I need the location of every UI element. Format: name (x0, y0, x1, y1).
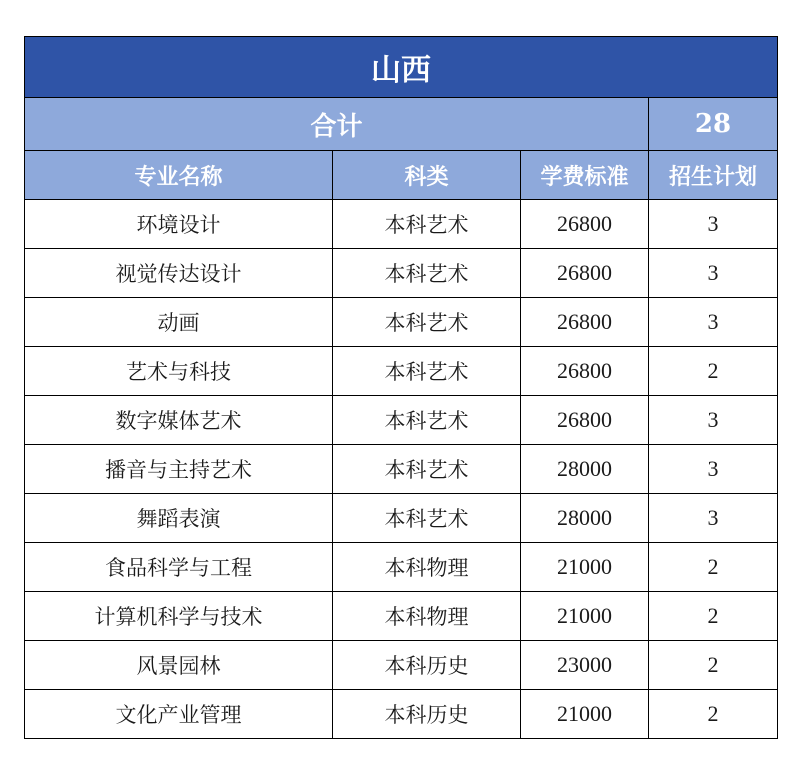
cell-major: 舞蹈表演 (25, 494, 333, 543)
cell-category: 本科艺术 (333, 396, 521, 445)
table-row (25, 396, 778, 445)
column-header-major: 专业名称 (25, 151, 333, 200)
cell-quota: 3 (649, 445, 778, 494)
cell-category: 本科艺术 (333, 249, 521, 298)
cell-quota: 2 (649, 347, 778, 396)
cell-quota: 3 (649, 298, 778, 347)
cell-major: 播音与主持艺术 (25, 445, 333, 494)
table-row (25, 249, 778, 298)
cell-category: 本科艺术 (333, 494, 521, 543)
cell-tuition: 26800 (521, 200, 649, 249)
title-row (25, 37, 778, 98)
table-row (25, 298, 778, 347)
table-row (25, 445, 778, 494)
table-row (25, 543, 778, 592)
cell-category: 本科物理 (333, 592, 521, 641)
cell-category: 本科艺术 (333, 445, 521, 494)
cell-major: 视觉传达设计 (25, 249, 333, 298)
cell-major: 环境设计 (25, 200, 333, 249)
cell-major: 食品科学与工程 (25, 543, 333, 592)
cell-quota: 3 (649, 494, 778, 543)
cell-category: 本科艺术 (333, 200, 521, 249)
cell-category: 本科历史 (333, 641, 521, 690)
table-row (25, 347, 778, 396)
cell-quota: 2 (649, 592, 778, 641)
cell-category: 本科历史 (333, 690, 521, 739)
cell-major: 文化产业管理 (25, 690, 333, 739)
cell-quota: 2 (649, 543, 778, 592)
cell-major: 计算机科学与技术 (25, 592, 333, 641)
cell-tuition: 28000 (521, 445, 649, 494)
cell-tuition: 21000 (521, 543, 649, 592)
total-label: 合计 (25, 98, 649, 151)
cell-category: 本科物理 (333, 543, 521, 592)
total-value: 28 (649, 98, 778, 151)
cell-major: 动画 (25, 298, 333, 347)
enrollment-table (24, 36, 778, 739)
cell-tuition: 23000 (521, 641, 649, 690)
cell-quota: 3 (649, 249, 778, 298)
table-row (25, 690, 778, 739)
table-row (25, 494, 778, 543)
cell-major: 风景园林 (25, 641, 333, 690)
cell-tuition: 21000 (521, 690, 649, 739)
cell-category: 本科艺术 (333, 347, 521, 396)
cell-tuition: 26800 (521, 396, 649, 445)
table-body (25, 37, 778, 739)
cell-tuition: 26800 (521, 249, 649, 298)
column-header-tuition: 学费标准 (521, 151, 649, 200)
column-header-category: 科类 (333, 151, 521, 200)
cell-major: 数字媒体艺术 (25, 396, 333, 445)
cell-tuition: 21000 (521, 592, 649, 641)
table-row (25, 592, 778, 641)
table-row (25, 641, 778, 690)
table-row (25, 200, 778, 249)
cell-quota: 3 (649, 396, 778, 445)
total-row (25, 98, 778, 151)
cell-quota: 2 (649, 641, 778, 690)
header-row (25, 151, 778, 200)
cell-tuition: 26800 (521, 298, 649, 347)
table-title: 山西 (25, 37, 778, 98)
cell-category: 本科艺术 (333, 298, 521, 347)
cell-quota: 3 (649, 200, 778, 249)
column-header-quota: 招生计划 (649, 151, 778, 200)
cell-quota: 2 (649, 690, 778, 739)
cell-tuition: 26800 (521, 347, 649, 396)
cell-major: 艺术与科技 (25, 347, 333, 396)
cell-tuition: 28000 (521, 494, 649, 543)
